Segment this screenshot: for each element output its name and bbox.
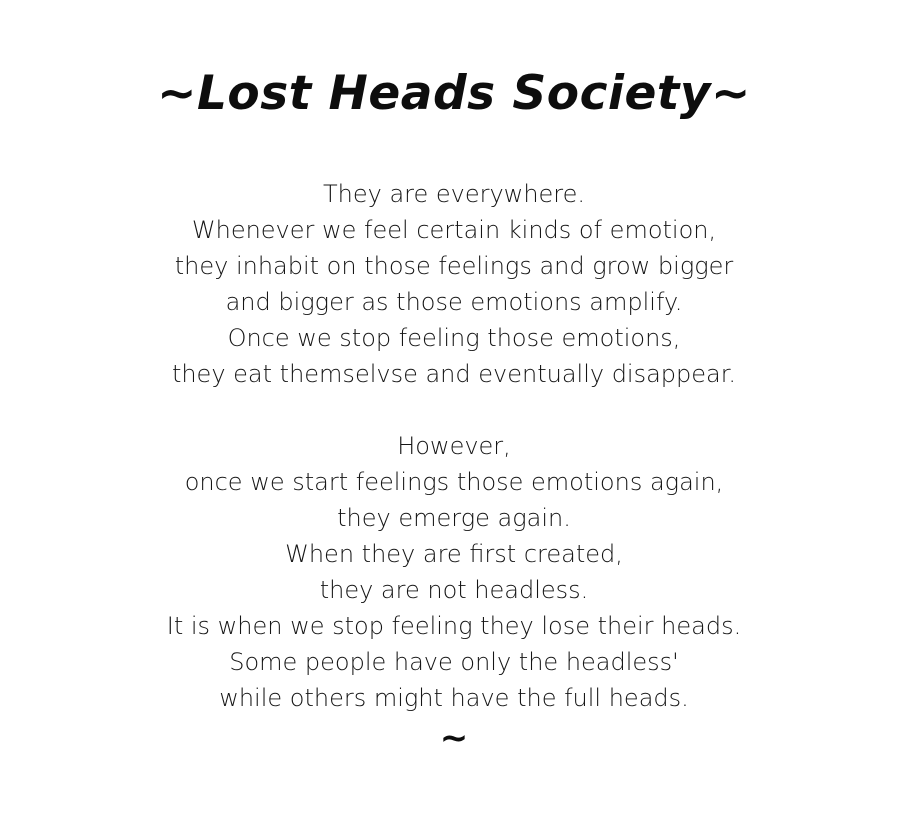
poem-line: When they are first created, <box>285 540 623 568</box>
page-title: ~Lost Heads Society~ <box>157 66 751 121</box>
poem-line: and bigger as those emotions amplify. <box>225 288 683 316</box>
stanza-2 <box>0 428 908 716</box>
poem-line: It is when we stop feeling they lose their heads. <box>166 612 742 640</box>
poem-body <box>0 176 908 716</box>
poem-line: Once we stop feeling those emotions, <box>227 324 681 352</box>
poem-line: Whenever we feel certain kinds of emotion, <box>191 216 717 244</box>
poem-line: they inhabit on those feelings and grow bigger <box>174 252 734 280</box>
poem-line: Some people have only the headless' <box>229 648 679 676</box>
poem-line: while others might have the full heads. <box>219 684 689 712</box>
poem-line: However, <box>397 432 511 460</box>
closing-tilde: ~ <box>439 718 469 758</box>
poem-line: they are not headless. <box>319 576 589 604</box>
stanza-1 <box>0 176 908 392</box>
poem-line: they eat themselvse and eventually disappear. <box>171 360 737 388</box>
poem-line: once we start feelings those emotions again, <box>184 468 724 496</box>
poem-line: they emerge again. <box>337 504 571 532</box>
poem-line: They are everywhere. <box>322 180 586 208</box>
